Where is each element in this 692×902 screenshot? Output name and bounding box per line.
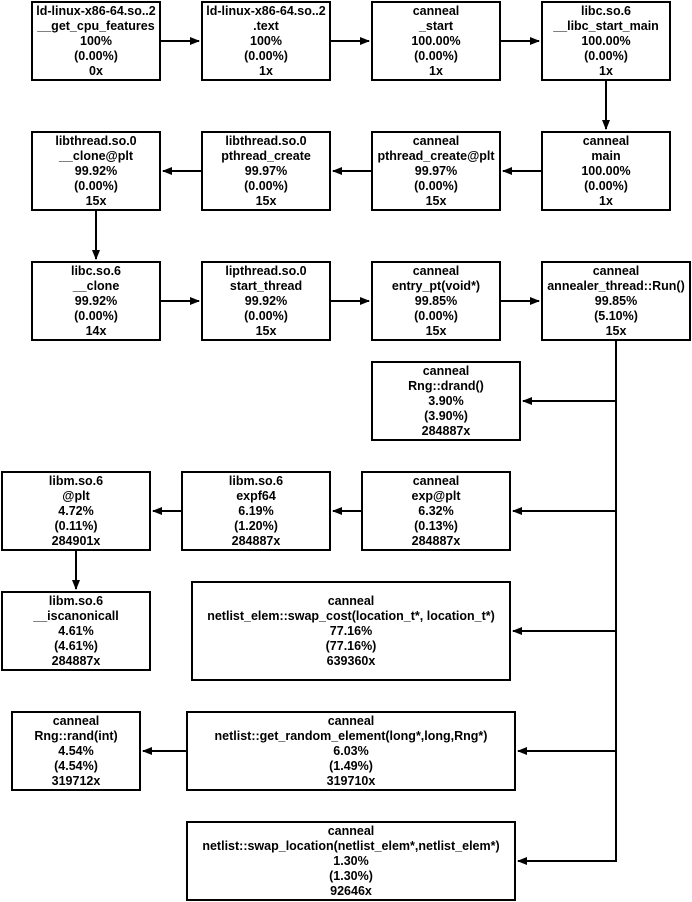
node-func: __iscanonicall: [33, 608, 119, 623]
node-lib: canneal: [592, 263, 640, 278]
node-self: (0.00%): [244, 48, 288, 63]
node-self: (77.16%): [325, 638, 377, 653]
node-lib: ld-linux-x86-64.so..2: [206, 3, 326, 18]
node-total: 77.16%: [329, 623, 373, 638]
call-node-n18: [191, 581, 511, 681]
call-node-n19: [11, 711, 141, 791]
call-node-n21: [186, 821, 516, 901]
call-node-n7: [371, 131, 501, 211]
edge-n12-to-n16: [513, 341, 616, 511]
node-total: 6.32%: [418, 503, 454, 518]
node-self: (3.90%): [424, 408, 468, 423]
call-node-n10: [201, 261, 331, 341]
node-func: netlist::swap_location(netlist_elem*,netlist_elem*): [202, 838, 500, 853]
node-calls: 1x: [259, 63, 273, 78]
call-node-n12: [541, 261, 691, 341]
node-lib: canneal: [327, 713, 375, 728]
node-total: 99.97%: [414, 163, 458, 178]
call-node-n1: [31, 1, 161, 81]
node-func: pthread_create: [221, 148, 311, 163]
node-calls: 15x: [605, 323, 627, 338]
edge-n12-to-n13: [523, 341, 616, 401]
call-node-n9: [31, 261, 161, 341]
node-calls: 284887x: [421, 423, 471, 438]
edge-n12-to-n21: [518, 341, 616, 861]
node-self: (1.30%): [329, 868, 373, 883]
node-self: (0.00%): [584, 178, 628, 193]
call-node-n15: [181, 471, 331, 551]
node-func: main: [591, 148, 621, 163]
node-calls: 1x: [599, 63, 613, 78]
node-total: 100.00%: [581, 33, 631, 48]
node-lib: libm.so.6: [228, 473, 284, 488]
node-lib: libthread.so.0: [225, 133, 307, 148]
node-self: (0.00%): [414, 178, 458, 193]
node-lib: libc.so.6: [580, 3, 632, 18]
node-total: 99.92%: [74, 293, 118, 308]
node-func: __clone@plt: [58, 148, 133, 163]
node-self: (0.11%): [54, 518, 98, 533]
node-lib: canneal: [422, 363, 470, 378]
node-func: exp@plt: [411, 488, 461, 503]
node-lib: lipthread.so.0: [225, 263, 307, 278]
node-calls: 284901x: [51, 533, 101, 548]
node-total: 6.19%: [238, 503, 274, 518]
node-func: annealer_thread::Run(): [547, 278, 685, 293]
call-node-n16: [361, 471, 511, 551]
node-total: 99.92%: [74, 163, 118, 178]
call-node-n17: [1, 591, 151, 671]
node-lib: canneal: [52, 713, 100, 728]
node-lib: canneal: [327, 823, 375, 838]
call-node-n13: [371, 361, 521, 441]
node-lib: libthread.so.0: [55, 133, 137, 148]
node-calls: 319712x: [51, 773, 101, 788]
edge-n12-to-n18: [513, 341, 616, 631]
node-func: netlist_elem::swap_cost(location_t*, location_t*): [207, 608, 495, 623]
call-node-n3: [371, 1, 501, 81]
node-calls: 15x: [425, 323, 447, 338]
node-func: .text: [253, 18, 279, 33]
call-node-n5: [31, 131, 161, 211]
node-self: (1.20%): [234, 518, 278, 533]
node-self: (0.00%): [74, 308, 118, 323]
node-lib: canneal: [412, 133, 460, 148]
node-calls: 15x: [425, 193, 447, 208]
node-lib: libc.so.6: [70, 263, 122, 278]
node-self: (1.49%): [329, 758, 373, 773]
node-calls: 319710x: [326, 773, 376, 788]
node-self: (0.00%): [584, 48, 628, 63]
node-func: entry_pt(void*): [391, 278, 481, 293]
node-self: (0.00%): [74, 48, 118, 63]
node-calls: 284887x: [411, 533, 461, 548]
node-calls: 15x: [85, 193, 107, 208]
node-self: (4.54%): [54, 758, 98, 773]
node-total: 100.00%: [581, 163, 631, 178]
node-calls: 1x: [429, 63, 443, 78]
node-lib: ld-linux-x86-64.so..2: [36, 3, 156, 18]
node-calls: 0x: [89, 63, 103, 78]
call-node-n4: [541, 1, 671, 81]
node-total: 99.85%: [594, 293, 638, 308]
call-node-n11: [371, 261, 501, 341]
node-func: Rng::drand(): [408, 378, 484, 393]
node-total: 100.00%: [411, 33, 461, 48]
node-total: 4.54%: [58, 743, 94, 758]
call-node-n6: [201, 131, 331, 211]
node-calls: 15x: [255, 193, 277, 208]
node-total: 100%: [250, 33, 282, 48]
node-self: (0.00%): [414, 308, 458, 323]
node-total: 6.03%: [333, 743, 369, 758]
node-total: 1.30%: [333, 853, 369, 868]
node-total: 4.61%: [58, 623, 94, 638]
node-total: 100%: [80, 33, 112, 48]
node-lib: canneal: [582, 133, 630, 148]
node-calls: 92646x: [330, 883, 372, 898]
node-calls: 284887x: [51, 653, 101, 668]
call-node-n2: [201, 1, 331, 81]
node-calls: 15x: [255, 323, 277, 338]
node-func: Rng::rand(int): [34, 728, 118, 743]
node-func: netlist::get_random_element(long*,long,Rng*): [214, 728, 488, 743]
node-func: __get_cpu_features: [37, 18, 155, 33]
edge-n12-to-n20: [518, 341, 616, 751]
node-total: 99.85%: [414, 293, 458, 308]
node-lib: canneal: [412, 473, 460, 488]
node-self: (5.10%): [594, 308, 638, 323]
node-lib: canneal: [412, 3, 460, 18]
node-calls: 284887x: [231, 533, 281, 548]
node-total: 99.92%: [244, 293, 288, 308]
node-total: 3.90%: [428, 393, 464, 408]
node-func: expf64: [236, 488, 276, 503]
node-self: (0.00%): [244, 178, 288, 193]
node-func: __clone: [72, 278, 120, 293]
call-node-n8: [541, 131, 671, 211]
node-func: @plt: [62, 488, 90, 503]
node-lib: canneal: [412, 263, 460, 278]
node-func: pthread_create@plt: [377, 148, 495, 163]
node-self: (0.00%): [74, 178, 118, 193]
node-total: 99.97%: [244, 163, 288, 178]
node-lib: canneal: [327, 593, 375, 608]
node-total: 4.72%: [58, 503, 94, 518]
node-self: (4.61%): [54, 638, 98, 653]
node-self: (0.13%): [414, 518, 458, 533]
node-lib: libm.so.6: [48, 593, 104, 608]
call-node-n20: [186, 711, 516, 791]
node-calls: 639360x: [326, 653, 376, 668]
node-calls: 14x: [85, 323, 107, 338]
node-calls: 1x: [599, 193, 613, 208]
node-func: start_thread: [229, 278, 303, 293]
call-node-n14: [1, 471, 151, 551]
node-self: (0.00%): [244, 308, 288, 323]
node-lib: libm.so.6: [48, 473, 104, 488]
node-self: (0.00%): [414, 48, 458, 63]
node-func: _start: [418, 18, 454, 33]
node-func: __libc_start_main: [553, 18, 659, 33]
